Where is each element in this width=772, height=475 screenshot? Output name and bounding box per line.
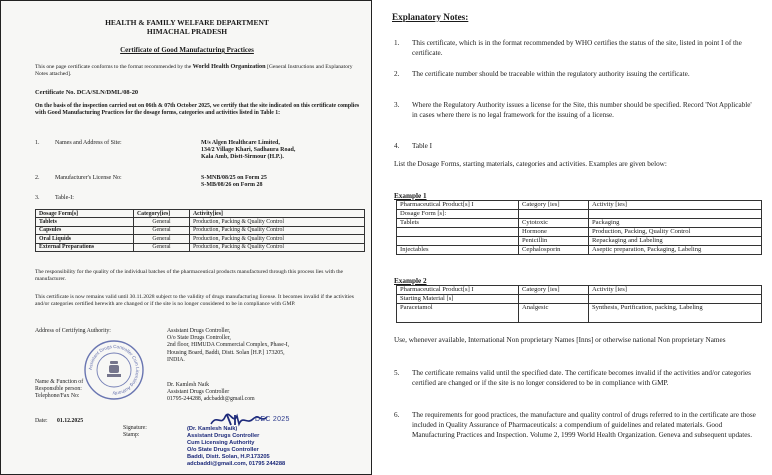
table-cell: Synthesis, Purification, packing, Labeling: [589, 304, 762, 323]
note-text: The certificate number should be traceable within the regulatory authority issuing the certificate.: [412, 70, 690, 78]
seal-text: Assistant Drugs Controller Cum Licensing Authority: [87, 343, 141, 397]
date-value: 01.12.2025: [57, 418, 84, 424]
signatory-block: Dr. Kamlesh Naik Assistant Drugs Controller 01795-244288, adcbaddi@gmail.com: [167, 382, 255, 403]
table-cell: [397, 237, 519, 246]
note-text: The certificate remains valid until the specified date. The certificate becomes invalid if the activities and/or categories certified are changed or if the site is no longer considered to be in compliance with GMP.: [412, 369, 751, 387]
table-row: [397, 201, 762, 210]
table-cell: [589, 210, 762, 219]
address-label: Address of Certifying Authority:: [35, 328, 111, 334]
validity-paragraph: This certificate is now remains valid until 30.11.2028 subject to the validity of drugs manufacturing license. It becomes invalid if the activities and/or categories certified herewith are changed or if the site is no longer considered to be in compliance with GMP.: [35, 294, 354, 308]
explanatory-notes-page: [382, 0, 772, 475]
site-address-row: [35, 140, 367, 164]
table-row: [397, 304, 762, 323]
intro-who: World Health Organization: [192, 63, 266, 70]
table-row: [397, 246, 762, 255]
example2-title: Example 2: [394, 277, 427, 285]
table-cell: General: [134, 218, 190, 226]
intro-prefix: This one page certificate conforms to the format recommended by the: [35, 64, 192, 70]
note-number: 4.: [394, 142, 400, 150]
table-cell: Category [ies]: [519, 286, 589, 295]
stamp-line: Cum Licensing Authority: [187, 440, 255, 446]
table-row: [397, 295, 762, 304]
table-label-row: [35, 195, 367, 203]
table-row: [36, 235, 365, 243]
stamp-line: (Dr. Kamlesh Naik): [187, 426, 238, 432]
certificate-number: Certificate No. DCA/SLN/DML/08-20: [35, 89, 139, 96]
note-item: [394, 100, 760, 130]
table-header-row: [36, 210, 365, 218]
row-number: 3.: [35, 195, 40, 201]
authority-address: Assistant Drugs Controller, O/o State Drugs Controller, 2nd floor, HIMUDA Commercial Complex, Phase-I, Housing Board, Baddi, Distt. Solan [H.P.] 173205, INDIA.: [167, 328, 290, 363]
certificate-page: [0, 0, 372, 475]
table-cell: Production, Packing & Quality Control: [190, 218, 365, 226]
note-item: [394, 368, 760, 398]
row-number: 2.: [35, 175, 40, 181]
note-number: 5.: [394, 369, 400, 377]
table-cell: External Preparations: [36, 243, 134, 251]
column-header: Category[ies]: [134, 210, 190, 218]
table-cell: Tablets: [397, 219, 519, 228]
date-label: Date:: [35, 418, 48, 424]
table-row: [397, 219, 762, 228]
note-text: Where the Regulatory Authority issues a license for the Site, this number should be specified. Record 'Not Applicable' in cases where there is no legal framework for the issuing of a license.: [412, 101, 752, 119]
intro-suffix: [General Instructions and Explanatory Notes attached].: [35, 64, 353, 78]
table-cell: [397, 228, 519, 237]
column-header: Dosage Form[s]: [36, 210, 134, 218]
table-cell: General: [134, 235, 190, 243]
table-cell: [589, 295, 762, 304]
official-stamp: [169, 413, 359, 475]
responsibility-paragraph: The responsibility for the quality of the individual batches of the pharmaceutical products manufactured through this process lies with the manufacturer.: [35, 269, 344, 283]
note-number: 2.: [394, 70, 400, 78]
site-address-value: M/s Algen Healthcare Limited, 134/2 Village Khari, Sadhaura Road, Kala Amb, Distt-Sirmour (H.P.).: [201, 140, 296, 161]
certificate-title: Certificate of Good Manufacturing Practices: [120, 46, 254, 54]
table-cell: General: [134, 226, 190, 234]
license-value: S-MNB/08/25 on Form 25 S-MB/08/26 on Form 28: [201, 175, 267, 189]
table-row: [36, 226, 365, 234]
table-cell: Aseptic preparation, Packaging, Labeling: [589, 246, 762, 255]
note-number: 3.: [394, 101, 400, 109]
table-cell: Production, Packing, Quality Control: [589, 228, 762, 237]
stamp-line: O/o State Drugs Controller: [187, 447, 259, 453]
table-cell: Cephalosporin: [519, 246, 589, 255]
table-row: [397, 210, 762, 219]
table-cell: Production, Packing & Quality Control: [190, 235, 365, 243]
table-cell: Dosage Form [s]:: [397, 210, 519, 219]
note-item: [394, 141, 760, 151]
inspection-basis-paragraph: On the basis of the inspection carried out on 06th & 07th October 2025, we certify that the site indicated on this certificate complies with Good Manufacturing Practices for the dosage forms, categories and activities listed in Table 1:: [35, 103, 360, 117]
note-number: 6.: [394, 411, 400, 419]
note-text: This certificate, which is in the format recommended by WHO certifies the status of the site, listed in point I of the certificate.: [412, 39, 742, 57]
table-cell: Activity [ies]: [589, 286, 762, 295]
table-cell: Pharmaceutical Product[s] I: [397, 201, 519, 210]
notes-title: Explanatory Notes:: [392, 12, 469, 22]
note-text: The requirements for good practices, the manufacture and quality control of drugs referred to in the certificate are those included in Quality Assurance of Pharmaceuticals: a compendium of guidelines and related materials. Good Manufacturing Practices and Inspection. Volume 2, 1999 World Health Organization. Geneva and subsequent updates.: [412, 411, 756, 439]
table-cell: Production, Packing & Quality Control: [190, 226, 365, 234]
note-text: Table I: [412, 142, 433, 150]
example2-table: [396, 285, 762, 323]
table-cell: Category [ies]: [519, 201, 589, 210]
table-cell: Tablets: [36, 218, 134, 226]
table-cell: Hormone: [519, 228, 589, 237]
responsible-person-label: Name & Function of Responsible person: Telephone/Fax No:: [35, 379, 84, 400]
inn-paragraph: Use, whenever available, International Non proprietary Names [Inns] or otherwise national Non proprietary Names: [394, 336, 726, 344]
table-cell: Pharmaceutical Product[s] I: [397, 286, 519, 295]
example1-table: [396, 200, 762, 255]
table-cell: Oral Liquids: [36, 235, 134, 243]
table-cell: Capsules: [36, 226, 134, 234]
table-cell: Cytotoxic: [519, 219, 589, 228]
list-instruction: List the Dosage Forms, starting materials, categories and activities. Examples are given below:: [394, 160, 667, 168]
table-row: [36, 243, 365, 251]
license-row: [35, 175, 367, 191]
note-number: 1.: [394, 39, 400, 47]
table-row: [36, 218, 365, 226]
signature-stamp-label: Signature: Stamp:: [123, 425, 147, 439]
column-header: Activity[ies]: [190, 210, 365, 218]
table-cell: Paracetamol: [397, 304, 519, 323]
row-number: 1.: [35, 140, 40, 146]
example1-title: Example 1: [394, 192, 427, 200]
table-cell: Penicillin: [519, 237, 589, 246]
table-cell: Injectables: [397, 246, 519, 255]
table-cell: Production, Packing & Quality Control: [190, 243, 365, 251]
table-cell: Repackaging and Labeling: [589, 237, 762, 246]
table-cell: Activity [ies]: [589, 201, 762, 210]
dosage-form-table: [35, 209, 365, 252]
stamp-line: Assistant Drugs Controller: [187, 433, 260, 439]
stamp-date: DEC 2025: [255, 416, 290, 423]
table-cell: Starting Material [s]: [397, 295, 519, 304]
stamp-line: Baddi, Distt. Solan, H.P.173205: [187, 454, 270, 460]
row-label: Manufacturer's License No:: [55, 175, 122, 181]
intro-paragraph: [35, 63, 365, 79]
note-item: [394, 410, 760, 460]
table-cell: Packaging: [589, 219, 762, 228]
table-row: [397, 237, 762, 246]
table-row: [397, 286, 762, 295]
table-cell: [519, 210, 589, 219]
stamp-line: adcbaddi@gmail.com, 01795 244288: [187, 461, 286, 467]
table-cell: General: [134, 243, 190, 251]
note-item: [394, 69, 760, 89]
table-row: [397, 228, 762, 237]
row-label: Names and Address of Site:: [55, 140, 122, 146]
state-heading: HIMACHAL PRADESH: [146, 27, 228, 36]
row-label: Table-I:: [55, 195, 74, 201]
table-cell: [519, 295, 589, 304]
table-cell: Analgesic: [519, 304, 589, 323]
note-item: [394, 38, 760, 58]
department-heading: HEALTH & FAMILY WELFARE DEPARTMENT: [105, 18, 269, 27]
